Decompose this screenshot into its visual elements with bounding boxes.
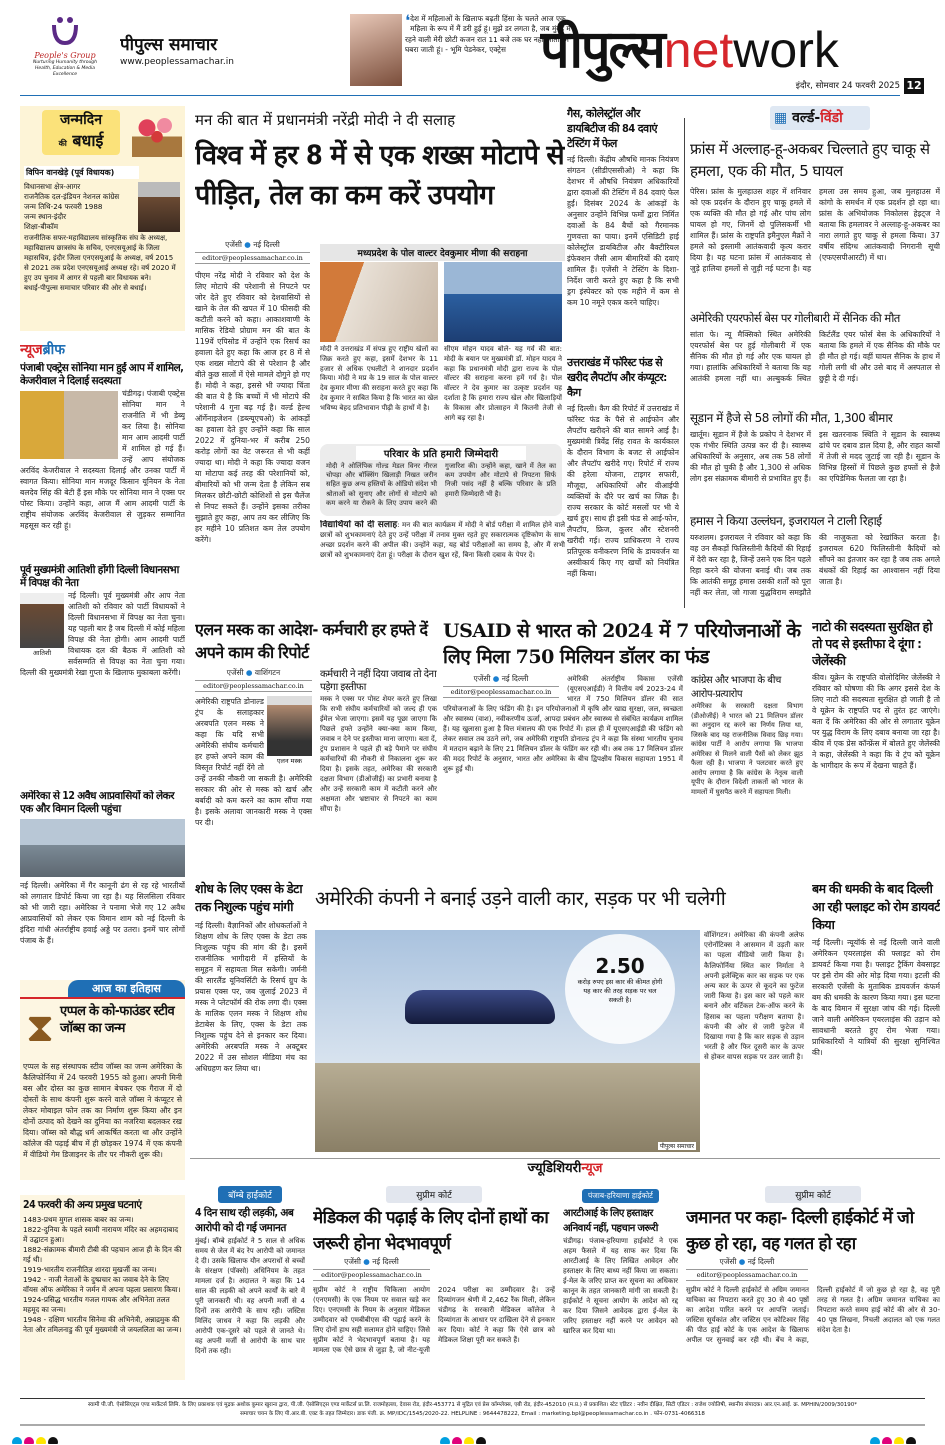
- box-body: मोदी ने ओलिंपिक गोल्ड मेडल विनर नीरज चोपड़ा और बॉक्सिंग खिलाड़ी निखत जरीन सहित कुछ अन्य हस्तियों के ऑडियो संदेश भी श्रोताओं को सुनाए और लोगों से मोटापे को कम करने या रोकने के लिए उपाय करने की गुजारिश की। उन्होंने कहा, खाने में तेल का कम उपयोग और मोटापे से निपटना सिर्फ निजी पसंद नहीं है बल्कि परिवार के प्रति हमारी जिम्मेदारी भी है।: [326, 462, 556, 507]
- byline-agency: एजेंसी: [473, 674, 491, 683]
- side-story: [567, 106, 679, 346]
- birthday-career-text: राजनीतिक सफर-महाविद्यालय सांस्कृतिक संघ के अध्यक्ष, महाविद्यालय छात्रसंघ के सचिव, एनएसयूआई के जिला महासचिव, इंदौर जिला एनएसयूआई के अध्यक्ष, वर्ष 2015 से 2021 तक प्रदेश एनएसयूआई अध्यक्ष रहे। वर्ष 2020 में हुए उप चुनाव में आगर से पहली बार विधायक बने।: [24, 234, 176, 282]
- world-window-label-2: विंडो: [820, 110, 843, 126]
- history-events: [20, 1195, 185, 1380]
- birthday-title: [42, 110, 120, 155]
- byline-agency: एजेंसी: [226, 668, 244, 677]
- byline-email[interactable]: editor@peoplessamachar.co.in: [313, 1269, 430, 1281]
- world-story: [690, 138, 940, 303]
- event-item: 1942 - नाजी नेताओं के दुष्प्रचार का जवाब देने के लिए वॉयस ऑफ अमेरिका ने जर्मन में अपना पहला प्रसारण किया।: [23, 1275, 181, 1294]
- dateline: इंदौर, सोमवार 24 फरवरी 2025: [795, 81, 900, 91]
- story-headline: अमेरिकी एयरफोर्स बेस पर गोलीबारी में सैनिक की मौत: [690, 311, 900, 325]
- birthday-title-line1: जन्मदिन: [59, 112, 103, 128]
- header-rule: [20, 95, 900, 96]
- byline-city: नई दिल्ली: [253, 240, 280, 249]
- event-item: 1924-प्रसिद्ध भारतीय गजल गायक और अभिनेता तलत महमूद का जन्म।: [23, 1295, 170, 1314]
- story-headline: नाटो की सदस्यता सुरक्षित हो तो पद से इस्तीफा दे दूंगा : जेलेंस्की: [812, 619, 933, 668]
- story-body: अमेरिकी अंतर्राष्ट्रीय विकास एजेंसी (यूएसएआईडी) ने वित्तीय वर्ष 2023-24 में भारत में 750 मिलियन डॉलर की सात परियोजनाओं के लिए फंडिंग की है। इन परियोजनाओं में कृषि और खाद्य सुरक्षा, जल, स्वच्छता और स्वास्थ्य (वाश), नवीकरणीय ऊर्जा, आपदा प्रबंधन और स्वास्थ्य से संबंधित कार्यक्रम शामिल हैं। यह खुलासा हुआ है वित्त मंत्रालय की एक रिपोर्ट में। हाल ही में यूएसएआईडी की फंडिंग को लेकर सवाल तब उठने लगे, जब अमेरिकी राष्ट्रपति डोनाल्ड ट्रंप ने कहा कि संस्था भारतीय चुनाव में मतदान बढ़ाने के लिए 21 मिलियन डॉलर के फंडिंग कर रही थी। अब तक 17 मिलियन डॉलर की मदद रिपोर्ट के अनुसार, भारत और अमेरिका के बीच द्विपक्षीय विकास सहायता 1951 में शुरू हुई थी।: [443, 675, 683, 773]
- byline-city: नई दिल्ली: [372, 1257, 399, 1266]
- history-banner: आज का इतिहास: [68, 980, 185, 997]
- history-box: [20, 980, 185, 1180]
- photo-caption: मोदी ने उत्तराखंड में संपन्न हुए राष्ट्रीय खेलों का जिक्र करते हुए कहा, इसमें देशभर के 11 हजार से अधिक एथलीटों ने शानदार प्रदर्शन किया। मोदी ने मप्र के 19 साल के पोल वाल्टर देव कुमार मीणा की सराहना करते हुए कहा कि देव कुमार ने साबित किया है कि भारत का खेल भविष्य बेहद प्रतिभावान पीढ़ी के हाथों में है।: [320, 345, 438, 412]
- story-headline: फ्रांस में अल्लाह-हू-अकबर चिल्लाते हुए चाकू से हमला, एक की मौत, 5 घायल: [690, 140, 930, 180]
- registration-marks-left: [12, 1432, 92, 1444]
- byline-agency: एजेंसी: [344, 1257, 361, 1266]
- side-story: [567, 355, 679, 610]
- story-body: पेरिस। फ्रांस के मुलहाउस शहर में शनिवार को एक प्रदर्शन के दौरान हुए चाकू हमले में एक व्यक्ति की मौत हो गई और पांच लोग घायल हो गए, जिनमें दो पुलिसकर्मी भी शामिल हैं। फ्रांस के राष्ट्रपति इमैनुएल मैक्रों ने हमले को इस्लामी आतंकवादी कृत्य करार दिया है। यह घटना फ्रांस में आतंकवाद से जुड़े हालिया हमलों से जुड़ी नई घटना है। यह हमला उस समय हुआ, जब मुलहाउस में कांगो के समर्थन में एक प्रदर्शन हो रहा था। फ्रांस के अभियोजक निकोलस हेइट्ज ने बताया कि हमलावर ने अल्लाह-हू-अकबर का नारा लगाते हुए चाकू से हमला किया। 37 वर्षीय संदिग्ध आतंकवादी निगरानी सूची (एफएसपीआरटी) में था।: [690, 187, 940, 273]
- peoples-group-emblem-icon: [50, 15, 80, 47]
- court-tag: सुप्रीम कोर्ट: [386, 1186, 482, 1203]
- story-headline: अमेरिका से 12 अवैध आप्रवासियों को लेकर एक और विमान दिल्ली पहुंचा: [20, 790, 175, 815]
- byline: एजेंसी ● वाशिंगटन: [226, 668, 281, 677]
- story-body: यरुशलम। इजरायल ने रविवार को कहा कि वह उन सैकड़ों फिलिस्तीनी कैदियों की रिहाई में देरी कर रहा है, जिन्हें उसने एक दिन पहले रिहा करने की योजना बनाई थी। जब तक कि आतंकी समूह हमास उसकी शर्तों को पूरा नहीं कर लेता, जो गाजा युद्धविराम समझौते की नाजुकता को रेखांकित करता है। इजरायल 620 फिलिस्तीनी कैदियों को सौंपने का इंतजार कर रहा है जब तक अगले बंधकों की रिहाई का आश्वासन नहीं दिया जाता है।: [690, 533, 940, 597]
- group-name: People's Group: [34, 51, 96, 60]
- story-body: खार्तूम। सूडान में हैजे के प्रकोप ने देशभर में एक गंभीर स्थिति उत्पन्न कर दी है। स्वास्थ्य अधिकारियों के अनुसार, अब तक 58 लोगों की मौत हो चुकी है और 1,300 से अधिक लोग इस संक्रामक बीमारी से प्रभावित हुए हैं। इस खतरनाक स्थिति ने सूडान के स्वास्थ्य ढांचे पर दबाव डाल दिया है, और राहत कार्यों में तेजी से मदद जुटाई जा रही है। सूडान के विभिन्न हिस्सों में पिछले कुछ हफ्तों से हैजे का एपिडेमिक फैलता जा रहा है।: [690, 430, 940, 483]
- globe-icon: ▦: [774, 110, 788, 126]
- network-logo-net: net: [663, 22, 734, 78]
- hourglass-icon: ⧗: [25, 1005, 55, 1051]
- court-tag: बॉम्बे हाईकोर्ट: [218, 1186, 282, 1203]
- price-circle: [565, 934, 675, 1044]
- byline-city: नई दिल्ली: [747, 1257, 775, 1266]
- judiciary-story: [313, 1183, 555, 1378]
- network-logo-hindi: पीपुल्स: [540, 20, 664, 80]
- story-headline: 4 दिन साथ रही लड़की, अब आरोपी को दी गई जमानत: [195, 1207, 294, 1234]
- event-item: 1882-संक्रामक बीमारी टीबी की पहचान आज ही के दिन की गई थी।: [23, 1245, 182, 1264]
- group-tagline: Nurturing Humanity through Health, Education & Media Excellence: [32, 60, 98, 77]
- registration-marks-center: [440, 1432, 500, 1444]
- events-title: 24 फरवरी की अन्य प्रमुख घटनाएं: [23, 1199, 142, 1211]
- history-body: एप्पल के सह संस्थापक स्टीव जॉब्स का जन्म अमेरिका के कैलिफोर्निया में 24 फरवरी 1955 को हुआ। अपनी मिनी बस और दोस्त का कुछ सामान बेचकर एक गैराज में दो दोस्तों के साथ कंपनी शुरू करने वाले जॉब्स ने कंप्यूटर से लेकर मोबाइल फोन तक का निर्माण शुरू किया और इन दोनों उत्पाद को देखने का दुनिया का नजरिया बदलकर रख दिया। जॉब्स को बौद्ध धर्म आकर्षित करता था और उन्होंने कॉलेज की पढ़ाई बीच में ही छोड़कर 1974 में एक कंपनी में वीडियो गेम डिजाइनर के तौर पर नौकरी शुरू की।: [23, 1062, 182, 1159]
- quote-text: देश में महिलाओं के खिलाफ बढ़ती हिंसा के चलते आज एक महिला के रूप में मैं डरी हुई हूं। मुझे डर लगता है, जब मुंबई में रहने वाली मेरी छोटी कजन रात 11 बजे तक घर नहीं आती। मैं घबरा जाती हूं। - भूमि पेडनेकर, एक्ट्रेस: [405, 14, 571, 55]
- flying-car-body: वॉशिंगटन। अमेरिका की कंपनी अलेफ एरोनॉटिक्स ने आसमान में उड़ती कार का पहला वीडियो जारी किया है। कैलिफोर्निया स्थित कार निर्माता ने अपनी इलेक्ट्रिक कार का सड़क पर एक अन्य कार के ऊपर से कूदने का फुटेज जारी किया है। इस कार को पहले कार बनाने और वर्टिकल टेक-ऑफ करने के हिसाब का पहला परीक्षण बताया है। कंपनी की ओर से जारी फुटेज में दिखाया गया है कि कार सड़क से उड़ान भरती है और फिर दूसरी कार के ऊपर से होकर वापस सड़क पर उतर जाती है।: [704, 931, 804, 1062]
- imprint-line: स्वामी पी.जी. ऐसोसिएट्स एण्ड मार्केटर्स लिमि. के लिए प्रकाशक एवं मुद्रक अशोक कुमार खुराना द्वारा, पी.जी. ऐसोसिएट्स एण्ड मार्केटर्स प्रा.लि. राजमोहल्ला, देवास रोड, इंदौर-453771 से मुद्रित एवं प्रेस कॉम्प्लेक्स, एबी रोड, इंदौर-452010 (म.प्र.) से प्रकाशित। स्टेट एडिटर : नवीन दीक्षित, सिटी एडिटर : राजेश ज्योतिषी, स्थानीय संपादक। आर.एन.आई. क्र. MPHIN/2009/30190*: [88, 1402, 857, 1408]
- masthead: [0, 0, 945, 96]
- registration-marks-right: [870, 1432, 930, 1444]
- pole-vaulter-photo: [444, 262, 562, 342]
- sub-headline: कांग्रेस और भाजपा के बीच आरोप-प्रत्यारोप: [691, 675, 781, 700]
- bomb-story: [812, 880, 940, 1155]
- photo-banner: मध्यप्रदेश के पोल वाल्टर देवकुमार मीणा की सराहना: [320, 244, 565, 261]
- story-headline: बम की धमकी के बाद दिल्ली आ रही फ्लाइट को रोम डायवर्ट किया: [812, 881, 940, 932]
- students-advice-lead: विद्यार्थियों को दी सलाह: [320, 520, 398, 530]
- byline-agency: एजेंसी: [719, 1257, 737, 1266]
- photo-credit: पीपुल्स समाचार: [659, 1143, 694, 1150]
- imprint-line: समाचार चयन के लिए पी.आर.बी. एक्ट के तहत जिम्मेदार। डाक पंजी. क्र. MP/IDC/1545/2020-22. HELPLINE : 9644478222, Email : marketing.bpl@peoplessamachar.co.in . फोन-0731-4066318: [240, 1411, 705, 1417]
- birthday-detail: जन्म स्थान-इंदौर: [24, 212, 67, 221]
- website-link[interactable]: www.peoplessamachar.in: [120, 57, 234, 67]
- event-item: 1483-प्रथम मुगल शासक बाबर का जन्म।: [23, 1215, 134, 1224]
- network-logo: [540, 12, 920, 82]
- flying-car-photo: [315, 930, 700, 1152]
- news-brief-label-red: न्यूज: [20, 342, 43, 358]
- byline-email[interactable]: editor@peoplessamachar.co.in: [686, 1269, 808, 1281]
- responsibility-box: [320, 444, 562, 516]
- students-advice: [320, 520, 565, 610]
- world-story: [690, 513, 940, 610]
- research-story: [195, 880, 307, 1155]
- paper-logo: [120, 32, 270, 72]
- world-story: [690, 310, 940, 405]
- story-headline: हमास ने किया उल्लंघन, इजरायल ने टाली रिहाई: [690, 514, 882, 528]
- byline: एजेंसी ● नई दिल्ली: [473, 674, 529, 683]
- paper-name: पीपुल्स समाचार: [120, 35, 218, 55]
- story-body: अमेरिकी राष्ट्रपति डोनाल्ड ट्रंप के सलाहकार अरबपति एलन मस्क ने कहा कि यदि सभी अमेरिकी संघीय कर्मचारी हर हफ्ते अपने काम की विस्तृत रिपोर्ट नहीं देंगे तो उन्हें उनकी नौकरी जा सकती है। अमेरिकी सरकार की ओर से मस्क को खर्च और बर्बादी को कम करने का काम सौंपा गया है। इसके अलावा जानकारी मस्क ने एक्स पर दी।: [195, 697, 312, 827]
- atishi-photo: [20, 593, 64, 648]
- story-headline: मेडिकल की पढ़ाई के लिए दोनों हाथों का जरूरी होना भेदभावपूर्ण: [313, 1208, 549, 1254]
- story-headline: USAID से भारत को 2024 में 7 परियोजनाओं के लिए मिला 750 मिलियन डॉलर का फंड: [443, 620, 801, 668]
- flying-car-headline: अमेरिकी कंपनी ने बनाई उड़ने वाली कार, सड़क पर भी चलेगी: [315, 887, 726, 910]
- story-body: चंडीगढ़। पंजाब-हरियाणा हाईकोर्ट ने एक अहम फैसले में यह साफ कर दिया कि आरटीआई के लिए लिखित आवेदन और हस्ताक्षर के लिए बाध्य नहीं किया जा सकता। ई-मेल के जरिए प्राप्त कर सूचना का अधिकार कानून के तहत जानकारी मांगी जा सकती है। हाईकोर्ट ने सूचना आयोग के आदेश को रद्द कर दिया जिसने आवेदक द्वारा ई-मेल के जरिए हस्ताक्षर नहीं करने पर आवेदन को खारिज कर दिया था।: [563, 1237, 678, 1335]
- musk-story: [195, 618, 437, 873]
- story-body: नई दिल्ली। केंद्रीय औषधि मानक नियंत्रण संगठन (सीडीएससीओ) ने कहा कि देशभर में औषधि नियंत्रण अधिकारियों द्वारा दवाओं की टेस्टिंग में 84 दवाएं फेल हुईं। दिसंबर 2024 के आंकड़ों के अनुसार उन्होंने विभिन्न फर्मों द्वारा निर्मित दवाओं के 84 बैचों को गैरमानक गुणवत्ता का पाया। इनमें एसिडिटी हाई कोलेस्ट्रॉल डायबिटीज और बैक्टीरियल इंफेक्शन जैसी आम बीमारियों की दवाएं शामिल हैं। एजेंसी ने टेस्टिंग के दिशा-निर्देश जारी करते हुए कहा है कि सभी ड्रग इंस्पेक्टर को एक महीने में कम से कम 10 नमूने एकत्र करने चाहिए।: [567, 155, 679, 307]
- event-item: 1919-भारतीय राजनीतिज्ञ शारदा मुखर्जी का जन्म।: [23, 1265, 157, 1274]
- story-body: नई दिल्ली। न्यूयॉर्क से नई दिल्ली जाने वाली अमेरिकन एयरलाइंस की फ्लाइट को रोम डायवर्ट किया गया है। फ्लाइट ट्रैकिंग वेबसाइट पर इसे रोम की ओर मोड़ दिया गया। इटली की सरकारी एजेंसी के मुताबिक डायवर्जन कंफर्म बम की धमकी के कारण किया गया। इस घटना के बाद विमान में सुरक्षा जांच की गई। दिल्ली जाने वाली अमेरिकन एयरलाइंस की उड़ान को सावधानी बरतते हुए रोम भेजा गया। प्राधिकारियों ने यात्रियों की सुरक्षा सुनिश्चित की।: [812, 938, 940, 1057]
- judiciary-banner-2: न्यूज: [581, 1161, 603, 1176]
- court-tag: पंजाब-हरियाणा हाईकोर्ट: [582, 1189, 659, 1203]
- lead-body: पीएम नरेंद्र मोदी ने रविवार को देश के लिए मोटापे की परेशानी से निपटने पर जोर देते हुए रविवार को देशवासियों से खाने के तेल की खपत में 10 फीसदी की कटौती करने को कहा। आकाशवाणी के मासिक रेडियो प्रोग्राम मन की बात के 119वें एपिसोड में उन्होंने एक रिसर्च का हवाला देते हुए कहा कि आज हर 8 में से एक शख्स मोटापे की से परेशान है और बीते कुछ सालों में ऐसे मामले दोगुने हो गए हैं। मोदी ने कहा, इससे भी ज्यादा चिंता की बात ये है कि बच्चों में भी मोटापे की परेशानी 4 गुना बढ़ गई है। वर्ल्ड हेल्थ ऑर्गेनाइजेशन (डब्ल्यूएचओ) के आंकड़ों का हवाला देते हुए उन्होंने कहा कि साल 2022 में दुनिया-भर में करीब 250 करोड़ लोगों का वेट जरूरत से भी कहीं ज्यादा था। मोदी ने कहा कि ज्यादा वजन या मोटापा कई तरह की परेशानियों को, बीमारियों को भी जन्म देता है लेकिन सब मिलकर छोटी-छोटी कोशिशों से इस चैलेंज से निपट सकते हैं। उन्होंने इसका तरीका सुझाते हुए कहा, आप तय कर लीजिए कि हर महीने 10 प्रतिशत कम तेल उपयोग करेंगे।: [195, 271, 310, 544]
- birthday-person-name: विपिन वानखेड़े (पूर्व विधायक): [24, 166, 139, 179]
- birthday-detail: विधानसभा क्षेत्र-आगर: [24, 182, 81, 191]
- birthday-details: [24, 182, 136, 232]
- story-headline: एलन मस्क का आदेश- कर्मचारी हर हफ्ते दें अपने काम की रिपोर्ट: [195, 620, 428, 662]
- story-headline: उत्तराखंड में फॉरेस्ट फंड से खरीद लैपटॉप और कंप्यूटर: कैग: [567, 356, 667, 399]
- judiciary-banner: [190, 1158, 940, 1178]
- story-headline: पूर्व मुख्यमंत्री आतिशी होंगी दिल्ली विधानसभा में विपक्ष की नेता: [20, 564, 179, 589]
- birthday-detail: जन्म तिथि-24 फरवरी 1988: [24, 202, 103, 211]
- photo-caption: एलन मस्क: [276, 757, 303, 765]
- elon-musk-photo: [267, 696, 312, 756]
- birthday-box: [20, 106, 185, 331]
- students-advice-body: : मन की बात कार्यक्रम में मोदी ने बोर्ड परीक्षा में शामिल होने वाले छात्रों को शुभकामनाएं देते हुए उन्हें परीक्षा में तनाव मुक्त रहते हुए सकारात्मक दृष्टिकोण के साथ अच्छा प्रदर्शन करने की अपील की। उन्होंने कहा, यह बोर्ड परीक्षाओं का समय है, और मैं सभी छात्रों को शुभकामनाएं देता हूं। परीक्षा के दौरान खुश रहें, बिना किसी दबाव के पेपर दें।: [320, 521, 565, 559]
- byline: एजेंसी ● नई दिल्ली: [719, 1257, 775, 1266]
- price-value: 2.50: [595, 954, 645, 978]
- nato-story: [812, 618, 940, 863]
- birthday-person-photo: [138, 182, 180, 232]
- sonia-mann-kejriwal-photo: [20, 391, 118, 459]
- event-item: 1822-दुनिया के पहले स्वामी नारायण मंदिर का अहमदाबाद में उद्घाटन हुआ।: [23, 1225, 179, 1244]
- event-item: 1948 - दक्षिण भारतीय सिनेमा की अभिनेत्री, अन्नाद्रमुक की नेता और तमिलनाडु की पूर्व मुख्यमंत्री जे जयललिता का जन्म।: [23, 1315, 182, 1334]
- news-brief-story: [20, 790, 185, 975]
- story-body: मस्क ने एक्स पर पोस्ट शेयर करते हुए लिखा कि सभी संघीय कर्मचारियों को जल्द ही एक ईमेल भेजा जाएगा। इसमें यह पूछा जाएगा कि पिछले हफ्ते उन्होंने क्या-क्या काम किया, जवाब न देने पर इस्तीफा माना जाएगा। बता दें, ट्रंप प्रशासन ने पहले ही बड़े पैमाने पर संघीय कर्मचारियों की नौकरी से निकालना शुरू कर दिया है। इसके तहत, अमेरिका की सरकारी दक्षता विभाग (डीओजीई) का प्रभारी बनाया है और उन्हें सरकारी काम में कटौती करने और अक्षमता और भ्रष्टाचार से निपटने का काम सौंपा है।: [320, 695, 437, 813]
- birthday-wish: बधाई-पीपुल्स समाचार परिवार की ओर से बधाई।: [24, 284, 147, 292]
- lead-kicker: मन की बात में प्रधानमंत्री नरेंद्री मोदी ने दी सलाह: [195, 111, 456, 129]
- story-body: नई दिल्ली। अमेरिका में गैर कानूनी ढंग से रह रहे भारतीयों को लगातार डिपोर्ट किया जा रहा है। यह सिलसिला रविवार को भी जारी रहा। अमेरिका ने पनामा भेजे गए 12 अवैध आप्रवासियों को लेकर एक विमान शाम को नई दिल्ली के इंदिरा गांधी अंतर्राष्ट्रीय हवाई अड्डे पर उतरा। इनमें चार लोगों पंजाब के हैं।: [20, 881, 185, 945]
- photo-caption: आतिशी: [32, 649, 52, 657]
- story-body: अमेरिका के सरकारी दक्षता विभाग (डीओजीई) ने भारत को 21 मिलियन डॉलर का अनुदान रद्द करने का निर्णय लिया था, जिसके बाद यह राजनीतिक विवाद छिड़ गया। कांग्रेस पार्टी ने आरोप लगाया कि भाजपा अमेरिका से मिलने वाली पैसों को लेकर झूठ फैला रही है। भाजपा ने पलटवार करते हुए आरोप लगाया है कि कांग्रेस के नेतृत्व वाली यूपीए के दौरान विदेशी ताकतों को भारत के मामलों में घुसपैठ करने में सहायता मिली।: [691, 702, 803, 796]
- bhumi-pednekar-photo: [350, 14, 402, 86]
- box-title: परिवार के प्रति हमारी जिम्मेदारी: [356, 446, 526, 460]
- byline-city: वाशिंगटन: [254, 668, 281, 677]
- byline-agency: एजेंसी: [225, 240, 242, 249]
- world-window-label: [770, 106, 870, 130]
- birthday-title-line3: बधाई: [72, 131, 104, 150]
- news-brief-story: [20, 362, 185, 562]
- judiciary-story: [563, 1183, 678, 1378]
- birthday-title-line2: की: [58, 139, 67, 148]
- birthday-detail: राजनैतिक दल-इंडियन नेशनल कांग्रेस: [24, 192, 120, 201]
- price-caption: करोड़ रुपए इस कार की कीमत होगी यह कार की तरह सड़क पर चल सकती है।: [577, 978, 663, 1004]
- byline-email[interactable]: editor@peoplessamachar.co.in: [195, 252, 310, 264]
- flying-car-shape: [405, 990, 555, 1024]
- imprint-footer: [20, 1398, 925, 1426]
- lead-byline-block: [195, 240, 310, 268]
- byline: एजेंसी ● नई दिल्ली: [344, 1257, 399, 1266]
- judiciary-story: [195, 1183, 305, 1378]
- usaid-story: [443, 618, 805, 863]
- news-brief-label-blue: ब्रीफ: [42, 342, 66, 358]
- story-headline: आरटीआई के लिए हस्ताक्षर अनिवार्य नहीं, पहचान जरूरी: [563, 1208, 658, 1234]
- byline-city: नई दिल्ली: [501, 674, 529, 683]
- network-logo-work: work: [733, 22, 839, 78]
- modi-photo: [320, 262, 438, 342]
- story-headline: जमानत पर कहा- दिल्ली हाईकोर्ट में जो कुछ हो रहा, वह गलत हो रहा: [686, 1208, 914, 1254]
- history-headline: एप्पल के को-फाउंडर स्टीव जॉब्स का जन्म: [60, 1004, 175, 1036]
- story-headline: सूडान में हैजे से 58 लोगों की मौत, 1,300 बीमार: [690, 411, 893, 425]
- quote-mark-icon: ❛: [405, 14, 411, 30]
- byline: एजेंसी ● नई दिल्ली: [225, 240, 280, 249]
- byline-email[interactable]: editor@peoplessamachar.co.in: [443, 686, 559, 698]
- peoples-group-logo: [25, 15, 105, 90]
- story-body: सुप्रीम कोर्ट ने राष्ट्रीय चिकित्सा आयोग (एनएमसी) के एक नियम पर सवाल खड़े कर दिए। एनएमसी के नियम के अनुसार मेडिकल उम्मीदवार को एमबीबीएस की पढ़ाई करने के लिए दोनों हाथ सही सलामत होने चाहिए। जिसे सुप्रीम कोर्ट ने भेदभावपूर्ण बताया है। यह मामला एक ऐसे छात्र से जुड़ा है, जो नीट-यूजी 2024 परीक्षा का उम्मीदवार है। उन्हें दिव्यांगजन श्रेणी में 2,462 रैंक मिली, लेकिन चंडीगढ़ के सरकारी मेडिकल कॉलेज ने दिव्यांगता के आधार पर दाखिला देने से इनकार कर दिया। कोर्ट ने कहा कि ऐसे छात्र को मेडिकल शिक्षा पूरी कर सकते हैं।: [313, 1286, 555, 1354]
- story-body: सुप्रीम कोर्ट ने दिल्ली हाईकोर्ट से अग्रिम जमानत याचिका का निपटारा करते हुए 30 से 40 पृष्ठों का आदेश पारित करने पर आपत्ति जताई। जस्टिस सूर्यकांत और जस्टिस एन कोटिश्वर सिंह की पीठ हाई कोर्ट के एक आदेश के खिलाफ अपील पर सुनवाई कर रही थी। बेंच ने कहा, दिल्ली हाईकोर्ट में जो कुछ हो रहा है, वह पूरी तरह से गलत है। अग्रिम जमानत याचिका का निपटारा करते समय हाई कोर्ट की ओर से 30-40 पृष्ठ लिखना, निचली अदालत को एक गलत संदेश देता है।: [686, 1286, 940, 1344]
- story-body: चंडीगढ़। पंजाबी एक्ट्रेस सोनिया मान ने राजनीति में भी डेब्यू कर लिया है। सोनिया मान आम आदमी पार्टी में शामिल हो गई हैं। उन्हें आप संयोजक अरविंद केजरीवाल ने सदस्यता दिलाई और उनका पार्टी में स्वागत किया। सोनिया मान मजदूर किसान यूनियन के नेता बलदेव सिंह की बेटी हैं इस मौके पर सोनिया मान ने एक्स पर पोस्ट किया। उन्होंने कहा, आज मैं आम आदमी पार्टी के राष्ट्रीय संयोजक अरविंद केजरीवाल से जुड़कर सम्मानित महसूस कर रही हूं।: [20, 389, 185, 530]
- story-body: कीव। यूक्रेन के राष्ट्रपति वोलोदिमिर जेलेंस्की ने रविवार को घोषणा की कि अगर इससे देश के लिए नाटो की सदस्यता सुरक्षित हो जाती है तो वे यूक्रेन के राष्ट्रपति पद से तुरंत हट जाएंगे। बता दें कि अमेरिका की ओर से लगातार यूक्रेन पर युद्ध विराम के लिए दबाव बनाया जा रहा है। कीव में एक प्रेस कॉन्फ्रेंस में बोलते हुए जेलेंस्की ने कहा, जेलेंस्की ने कहा कि वे ट्रंप को यूक्रेन के भागीदार के रूप में देखना चाहते हैं।: [812, 673, 940, 770]
- news-brief-story: [20, 564, 185, 794]
- story-body: नई दिल्ली। कैग की रिपोर्ट में उत्तराखंड में फॉरेस्ट फंड के पैसे से आईफोन और लैपटॉप खरीदने की बात सामने आई है। मुख्यमंत्री त्रिवेंद्र सिंह रावत के कार्यकाल के दौरान विभाग के बजट से आईफोन और लैपटॉप खरीदे गए। रिपोर्ट में राज्य की हरेला योजना, टाइगर सफारी, मौजूदा, अधिकारियों और वीआईपी व्यक्तियों के दौरे पर खर्च का जिक्र है। राज्य सरकार के कोर्ट मसलों पर भी ये खर्च हुए। साथ ही इसी फंड से आई-फोन, लैपटॉप, फ्रिज, कूलर और स्टेशनरी खरीदी गई। राज्य प्राधिकरण ने राज्य प्रतिपूरक वनीकरण निधि के डायवर्जन या अस्वीकार्य किए गए खर्चों को नियंत्रित नहीं किया।: [567, 404, 679, 578]
- page-number: 12: [904, 78, 924, 94]
- world-window-label-1: वर्ल्ड-: [792, 110, 821, 126]
- story-headline: गैस, कोलेस्ट्रॉल और डायबिटीज की 84 दवाएं टेस्टिंग में फेल: [567, 107, 658, 150]
- flower-basket-image: [132, 112, 182, 157]
- birthday-detail: शिक्षा-बीकॉम: [24, 222, 59, 231]
- column-divider: [684, 118, 685, 608]
- birthday-career: [24, 233, 180, 293]
- sub-headline: कर्मचारी ने नहीं दिया जवाब तो देना पड़ेगा इस्तीफा: [320, 669, 437, 693]
- story-body: मुंबई। बॉम्बे हाईकोर्ट ने 5 साल से अधिक समय से जेल में बंद रेप आरोपी को जमानत दे दी। उसके खिलाफ यौन अपराधों से बच्चों के संरक्षण (पॉक्सो) अधिनियम के तहत मामला दर्ज है। अदालत ने कहा कि 14 साल की लड़की को अपने कार्यों के बारे में पूरी जानकारी थी। वह अपनी मर्जी से 4 दिनों तक आरोपी के साथ रही। जस्टिस मिलिंद जाधव ने कहा कि लड़की और आरोपी एक-दूसरे को पहले से जानते थे। वह अपनी मर्जी से आरोपी के साथ चार दिनों तक रही।: [195, 1237, 305, 1355]
- judiciary-story: [686, 1183, 940, 1378]
- byline-email[interactable]: editor@peoplessamachar.co.in: [195, 680, 312, 692]
- story-body: सांता फे। न्यू मैक्सिको स्थित अमेरिकी एयरफोर्स बेस पर हुई गोलीबारी में एक सैनिक की मौत हो गई और एक घायल हो गया। हालांकि अधिकारियों ने बताया कि यह आतंकी हमला नहीं था। अल्बुकर्क स्थित किर्टलैंड एयर फोर्स बेस के अधिकारियों ने बताया कि हमले में एक सैनिक की मौके पर ही मौत हो गई। वहीं घायल सैनिक के हाथ में गोली लगी थी और उसे बाद में अस्पताल से छुट्टी दे दी गई।: [690, 330, 940, 383]
- judiciary-banner-1: ज्यूडिशियरी: [527, 1161, 582, 1176]
- news-brief-label: [20, 340, 185, 359]
- deportation-plane-photo: [20, 819, 185, 877]
- photo-caption: सीएम मोहन यादव बोले- यह गर्व की बात: मोदी के बयान पर मुख्यमंत्री डॉ. मोहन यादव ने कहा कि प्रधानमंत्री मोदी द्वारा राज्य के पोल वॉल्टर की सराहना करना हमें गर्व है। पोल वॉल्टर ने देव कुमार का उत्कृष्ट प्रदर्शन यह दर्शाता है कि हमारा राज्य खेल और खिलाड़ियों के विकास और प्रोत्साहन में कितनी तेजी से आगे बढ़ रहा है।: [444, 345, 562, 422]
- story-headline: शोध के लिए एक्स के डेटा तक निशुल्क पहुंच मांगी: [195, 881, 303, 914]
- story-body: नई दिल्ली। पूर्व मुख्यमंत्री और आप नेता आतिशी को रविवार को पार्टी विधायकों ने दिल्ली विधानसभा में विपक्ष का नेता चुना। यह पहली बार है जब दिल्ली में कोई महिला विपक्ष की नेता होगी। आम आदमी पार्टी विधायक दल की बैठक में आतिशी को सर्वसम्मति से विपक्ष का नेता चुना गया। दिल्ली की मुख्यमंत्री रेखा गुप्ता के खिलाफ मुकाबला करेंगी।: [20, 591, 185, 677]
- court-tag: सुप्रीम कोर्ट: [765, 1186, 861, 1203]
- world-story: [690, 410, 940, 510]
- story-body: नई दिल्ली। वैज्ञानिकों और शोधकर्ताओं ने शिक्षण शोध के लिए एक्स के डेटा तक निःशुल्क पहुंच की मांग की है। इसमें राजनीतिक भागीदारी में हस्तियों के समूहन में सहायता मिल सकेगी। जर्मनी की सारलैंड यूनिवर्सिटी के रिसर्च ग्रुप के प्रयास एक्स पर, जब जुलाई 2023 में मस्क ने प्लेटफॉर्म की रोक लगा दी। एक्स के मालिक एलन मस्क ने शिक्षण शोध डेटाबेस के लिए, एक्स के डेटा तक निशुल्क पहुंच देने से इनकार कर दिया। अमेरिकी अरबपति मस्क ने अक्टूबर 2022 में उस सोशल मीडिया मंच का अधिग्रहण कर लिया था।: [195, 921, 307, 1073]
- lead-headline: विश्व में हर 8 में से एक शख्स मोटापे से पीड़ित, तेल का कम करें उपयोग: [195, 140, 565, 211]
- story-headline: पंजाबी एक्ट्रेस सोनिया मान हुईं आप में शामिल, केजरीवाल ने दिलाई सदस्यता: [20, 362, 184, 387]
